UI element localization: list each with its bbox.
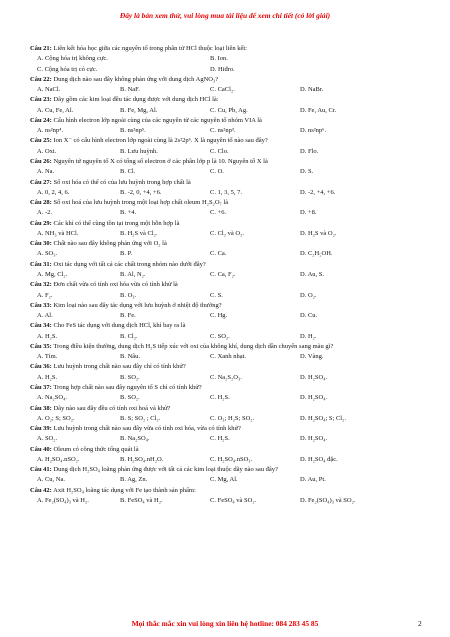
question-text: Số oxi hóa có thể có của lưu huỳnh trong hợp chất là bbox=[53, 178, 191, 186]
answer-option: C. 1, 3, 5, 7. bbox=[210, 188, 242, 196]
answer-option: A. H₂S. bbox=[37, 332, 58, 340]
answer-option: D. H₂S và O₂. bbox=[300, 229, 337, 237]
question-block bbox=[30, 424, 426, 445]
answer-option: B. Ion. bbox=[210, 55, 228, 63]
question-block bbox=[30, 301, 426, 322]
answer-option: A. H₂S. bbox=[37, 373, 58, 381]
answer-option: A. 0, 2, 4, 6. bbox=[37, 188, 70, 196]
question-text: Dung dịch H₂SO₄ loãng phản ứng được với tất cả các kim loại thuộc dãy nào sau đây? bbox=[53, 466, 278, 474]
answer-option: A. Fe₂(SO₄)₃ và H₂. bbox=[37, 497, 89, 505]
question-number: Câu 32: bbox=[30, 281, 52, 289]
answer-option: B. -2, 0, +4, +6. bbox=[120, 188, 162, 196]
answer-option: D. Fe₂(SO₄)₃ và SO₂. bbox=[300, 497, 356, 505]
answer-option: C. Hg. bbox=[210, 312, 228, 320]
answer-option: C. Ca. bbox=[210, 250, 227, 258]
question-number: Câu 21: bbox=[30, 45, 52, 52]
question-stem bbox=[30, 95, 426, 105]
question-text: Số oxi hoá của lưu huỳnh trong một loại hợp chất oleum H₂S₂O₇ là bbox=[53, 199, 229, 207]
question-block bbox=[30, 198, 426, 219]
question-stem bbox=[30, 321, 426, 331]
answer-option: B. Fe, Mg, Al. bbox=[120, 106, 158, 114]
answer-option: D. Hiđro. bbox=[210, 65, 235, 73]
question-number: Câu 33: bbox=[30, 301, 52, 309]
question-stem bbox=[30, 342, 426, 352]
answer-option: A. -2. bbox=[37, 209, 52, 217]
answer-option: A. Na₂SO₄. bbox=[37, 394, 67, 402]
question-text: Chất nào sau đây không phản ứng với O₂ là bbox=[53, 240, 167, 248]
answer-option: D. H₂SO₄. bbox=[300, 373, 328, 381]
question-block bbox=[30, 383, 426, 404]
option-row bbox=[30, 188, 426, 198]
question-block bbox=[30, 219, 426, 240]
answer-option: D. S. bbox=[300, 168, 314, 176]
answer-option: A. NaCl. bbox=[37, 86, 61, 94]
question-stem bbox=[30, 424, 426, 434]
question-block bbox=[30, 178, 426, 199]
answer-option: A. H₂SO₄.nSO₂. bbox=[37, 455, 80, 463]
answer-option: D. ns²np⁶. bbox=[300, 127, 327, 135]
answer-option: A. Cu, Fe, Al. bbox=[37, 106, 74, 114]
option-row bbox=[30, 332, 426, 342]
answer-option: D. Fe, Au, Cr. bbox=[300, 106, 337, 114]
question-block bbox=[30, 239, 426, 260]
question-block bbox=[30, 465, 426, 486]
answer-option: A. O₂; S; SO₂. bbox=[37, 414, 75, 422]
question-text: Cấu hình electron lớp ngoài cùng của các nguyên tử các nguyên tố nhóm VIA là bbox=[53, 116, 262, 124]
answer-option: D. -2, +4, +6. bbox=[300, 188, 336, 196]
question-number: Câu 29: bbox=[30, 219, 52, 227]
question-block bbox=[30, 75, 426, 96]
option-row bbox=[30, 414, 426, 424]
question-block bbox=[30, 445, 426, 466]
question-stem bbox=[30, 239, 426, 249]
question-block bbox=[30, 280, 426, 301]
preview-banner: Đây là bản xem thử, vui lòng mua tài liệu để xem chi tiết (có lời giải) bbox=[119, 11, 331, 20]
option-row bbox=[30, 54, 426, 64]
answer-option: C. Clo. bbox=[210, 147, 229, 155]
option-row bbox=[30, 434, 426, 444]
answer-option: B. H₂S và Cl₂. bbox=[120, 229, 158, 237]
answer-option: C. Cu, Pb, Ag. bbox=[210, 106, 248, 114]
answer-option: A. ns²np⁴. bbox=[37, 127, 64, 135]
question-number: Câu 38: bbox=[30, 404, 52, 412]
option-row bbox=[30, 496, 426, 506]
question-number: Câu 34: bbox=[30, 322, 52, 330]
question-number: Câu 27: bbox=[30, 178, 52, 186]
question-number: Câu 39: bbox=[30, 425, 52, 433]
answer-option: B. P. bbox=[120, 250, 133, 258]
answer-option: B. Al, N₂. bbox=[120, 271, 146, 279]
answer-option: B. S; SO₂ ; Cl₂. bbox=[120, 414, 161, 422]
question-stem bbox=[30, 198, 426, 208]
answer-option: A. F₂. bbox=[37, 291, 53, 299]
question-number: Câu 37: bbox=[30, 384, 52, 392]
option-row bbox=[30, 106, 426, 116]
question-stem bbox=[30, 157, 426, 167]
question-block bbox=[30, 116, 426, 137]
option-row bbox=[30, 65, 426, 75]
question-block bbox=[30, 157, 426, 178]
option-row bbox=[30, 208, 426, 218]
question-block bbox=[30, 486, 426, 507]
answer-option: B. H₂SO₄.nH₂O. bbox=[120, 455, 164, 463]
answer-option: A. Cộng hóa trị không cực. bbox=[37, 55, 108, 63]
option-row bbox=[30, 270, 426, 280]
option-row bbox=[30, 147, 426, 157]
question-stem bbox=[30, 260, 426, 270]
question-stem bbox=[30, 280, 426, 290]
question-number: Câu 41: bbox=[30, 466, 52, 474]
option-row bbox=[30, 167, 426, 177]
question-text: Axit H₂SO₄ loãng tác dụng với Fe tạo thành sản phẩm: bbox=[53, 486, 196, 494]
option-row bbox=[30, 85, 426, 95]
answer-option: C. O₃; H₂S; SO₂. bbox=[210, 414, 255, 422]
question-stem bbox=[30, 136, 426, 146]
question-block bbox=[30, 95, 426, 116]
question-block bbox=[30, 404, 426, 425]
question-stem bbox=[30, 44, 426, 54]
answer-option: C. Mg, Al. bbox=[210, 476, 238, 484]
question-number: Câu 22: bbox=[30, 75, 52, 83]
question-text: Nguyên tử nguyên tố X có tổng số electron ở các phân lớp p là 10. Nguyên tố X là bbox=[53, 158, 268, 165]
question-number: Câu 24: bbox=[30, 116, 52, 124]
answer-option: C. ns²np³. bbox=[210, 127, 236, 135]
answer-option: B. +4. bbox=[120, 209, 137, 217]
option-row bbox=[30, 373, 426, 383]
question-number: Câu 26: bbox=[30, 158, 52, 165]
question-stem bbox=[30, 465, 426, 475]
question-text: Trong điều kiện thường, dung dịch H₂S tiếp xúc với oxi của không khí, dung dịch dần chuyển sang màu gì? bbox=[53, 342, 334, 350]
answer-option: C. O. bbox=[210, 168, 224, 176]
answer-option: A. Mg, Cl₂. bbox=[37, 271, 68, 279]
question-number: Câu 30: bbox=[30, 240, 52, 248]
answer-option: B. NaF. bbox=[120, 86, 140, 94]
answer-option: C. H₂S. bbox=[210, 394, 230, 402]
answer-option: B. Fe. bbox=[120, 312, 136, 320]
answer-option: D. H₂SO₄. bbox=[300, 435, 328, 443]
answer-option: C. +6. bbox=[210, 209, 227, 217]
answer-option: D. +8. bbox=[300, 209, 317, 217]
answer-option: B. FeSO₄ và H₂. bbox=[120, 497, 163, 505]
question-text: Lưu huỳnh trong chất nào sau đây chỉ có tính khử? bbox=[53, 363, 186, 371]
question-text: Trong hợp chất nào sau đây nguyên tố S chỉ có tính khử? bbox=[53, 384, 202, 392]
option-row bbox=[30, 249, 426, 259]
option-row bbox=[30, 352, 426, 362]
answer-option: A. Na. bbox=[37, 168, 55, 176]
answer-option: C. Cộng hóa trị có cực. bbox=[37, 65, 98, 73]
question-stem bbox=[30, 486, 426, 496]
question-number: Câu 42: bbox=[30, 486, 52, 494]
answer-option: D. H₂SO₄; S; Cl₂. bbox=[300, 414, 346, 422]
answer-option: C. CaCl₂. bbox=[210, 86, 235, 94]
answer-option: B. SO₂. bbox=[120, 394, 140, 402]
answer-option: B. ns²np⁵. bbox=[120, 127, 146, 135]
question-text: Liên kết hóa học giữa các nguyên tố trong phân tử HCl thuộc loại liên kết: bbox=[53, 45, 247, 52]
answer-option: A. Al. bbox=[37, 312, 53, 320]
answer-option: C. FeSO₄ và SO₂. bbox=[210, 497, 257, 505]
answer-option: D. Flo. bbox=[300, 147, 319, 155]
question-number: Câu 25: bbox=[30, 137, 52, 145]
answer-option: A. Cu, Na. bbox=[37, 476, 65, 484]
answer-option: C. Na₂S₂O₃. bbox=[210, 373, 242, 381]
answer-option: A. SO₃. bbox=[37, 250, 58, 258]
question-number: Câu 40: bbox=[30, 445, 52, 453]
answer-option: A. NH₃ và HCl. bbox=[37, 229, 79, 237]
option-row bbox=[30, 311, 426, 321]
question-text: Lưu huỳnh trong chất nào sau đây vừa có tính oxi hóa, vừa có tính khử? bbox=[53, 425, 241, 433]
answer-option: B. Ag, Zn. bbox=[120, 476, 148, 484]
question-number: Câu 35: bbox=[30, 342, 52, 350]
question-stem bbox=[30, 75, 426, 85]
question-stem bbox=[30, 383, 426, 393]
question-text: Cho FeS tác dụng với dung dịch HCl, khí bay ra là bbox=[53, 322, 186, 330]
answer-option: D. Au, S. bbox=[300, 271, 325, 279]
answer-option: B. Nâu. bbox=[120, 353, 141, 361]
question-block bbox=[30, 362, 426, 383]
question-block bbox=[30, 136, 426, 157]
answer-option: C. S. bbox=[210, 291, 223, 299]
answer-option: D. H₂SO₄. bbox=[300, 394, 328, 402]
question-text: Oxi tác dụng với tất cả các chất trong nhóm nào dưới đây? bbox=[53, 260, 206, 268]
question-stem bbox=[30, 362, 426, 372]
answer-option: D. C₂H₅OH. bbox=[300, 250, 333, 258]
question-text: Ion X⁻ có cấu hình electron lớp ngoài cùng là 2s²2p⁶. X là nguyên tố nào sau đây? bbox=[53, 137, 268, 145]
option-row bbox=[30, 229, 426, 239]
question-text: Dãy nào sau đây đều có tính oxi hoá và khử? bbox=[53, 404, 171, 412]
answer-option: C. Cl₂ và O₂. bbox=[210, 229, 244, 237]
question-list bbox=[30, 44, 426, 506]
answer-option: C. SO₂. bbox=[210, 332, 230, 340]
question-text: Các khí có thể cùng tồn tại trong một hỗn hợp là bbox=[53, 219, 180, 227]
question-stem bbox=[30, 445, 426, 455]
question-stem bbox=[30, 404, 426, 414]
answer-option: C. H₂S. bbox=[210, 435, 230, 443]
answer-option: D. H₂SO₄ đặc. bbox=[300, 455, 338, 463]
question-text: Đơn chất vừa có tính oxi hóa vừa có tính khử là bbox=[53, 281, 178, 289]
question-block bbox=[30, 44, 426, 75]
answer-option: A. Tím. bbox=[37, 353, 58, 361]
answer-option: D. Au, Pt. bbox=[300, 476, 326, 484]
question-block bbox=[30, 342, 426, 363]
option-row bbox=[30, 393, 426, 403]
question-number: Câu 28: bbox=[30, 199, 52, 207]
question-stem bbox=[30, 301, 426, 311]
answer-option: B. Lưu huỳnh. bbox=[120, 147, 158, 155]
answer-option: D. O₂. bbox=[300, 291, 317, 299]
answer-option: B. O₃. bbox=[120, 291, 137, 299]
question-stem bbox=[30, 178, 426, 188]
answer-option: B. Cl₂. bbox=[120, 332, 138, 340]
question-number: Câu 31: bbox=[30, 260, 52, 268]
question-text: Kim loại nào sau đây tác dụng với lưu huỳnh ở nhiệt độ thường? bbox=[53, 301, 222, 309]
answer-option: C. H₂SO₄.nSO₃. bbox=[210, 455, 253, 463]
answer-option: B. SO₂. bbox=[120, 373, 140, 381]
option-row bbox=[30, 291, 426, 301]
question-stem bbox=[30, 219, 426, 229]
hotline-footer: Mọi thắc mắc xin vui lòng xin liên hệ hotline: 084 283 45 85 bbox=[131, 619, 319, 628]
answer-option: A. Oxi. bbox=[37, 147, 57, 155]
question-number: Câu 23: bbox=[30, 96, 52, 104]
question-text: Oleum có công thức tổng quát là bbox=[53, 445, 139, 453]
question-block bbox=[30, 321, 426, 342]
question-text: Dung dịch nào sau đây không phản ứng với dung dịch AgNO₃? bbox=[53, 75, 219, 83]
option-row bbox=[30, 126, 426, 136]
question-text: Dãy gồm các kim loại đều tác dụng được với dung dịch HCl là: bbox=[53, 96, 219, 104]
page-number: 2 bbox=[418, 619, 422, 628]
answer-option: D. Cu. bbox=[300, 312, 318, 320]
answer-option: D. NaBr. bbox=[300, 86, 324, 94]
question-number: Câu 36: bbox=[30, 363, 52, 371]
option-row bbox=[30, 475, 426, 485]
answer-option: B. Cl. bbox=[120, 168, 136, 176]
option-row bbox=[30, 455, 426, 465]
question-block bbox=[30, 260, 426, 281]
answer-option: D. Vàng. bbox=[300, 353, 324, 361]
answer-option: C. Xanh nhạt. bbox=[210, 353, 247, 361]
answer-option: D. H₂. bbox=[300, 332, 317, 340]
answer-option: A. SO₂. bbox=[37, 435, 58, 443]
question-stem bbox=[30, 116, 426, 126]
answer-option: C. Ca, F₂. bbox=[210, 271, 236, 279]
answer-option: B. Na₂SO₄. bbox=[120, 435, 150, 443]
